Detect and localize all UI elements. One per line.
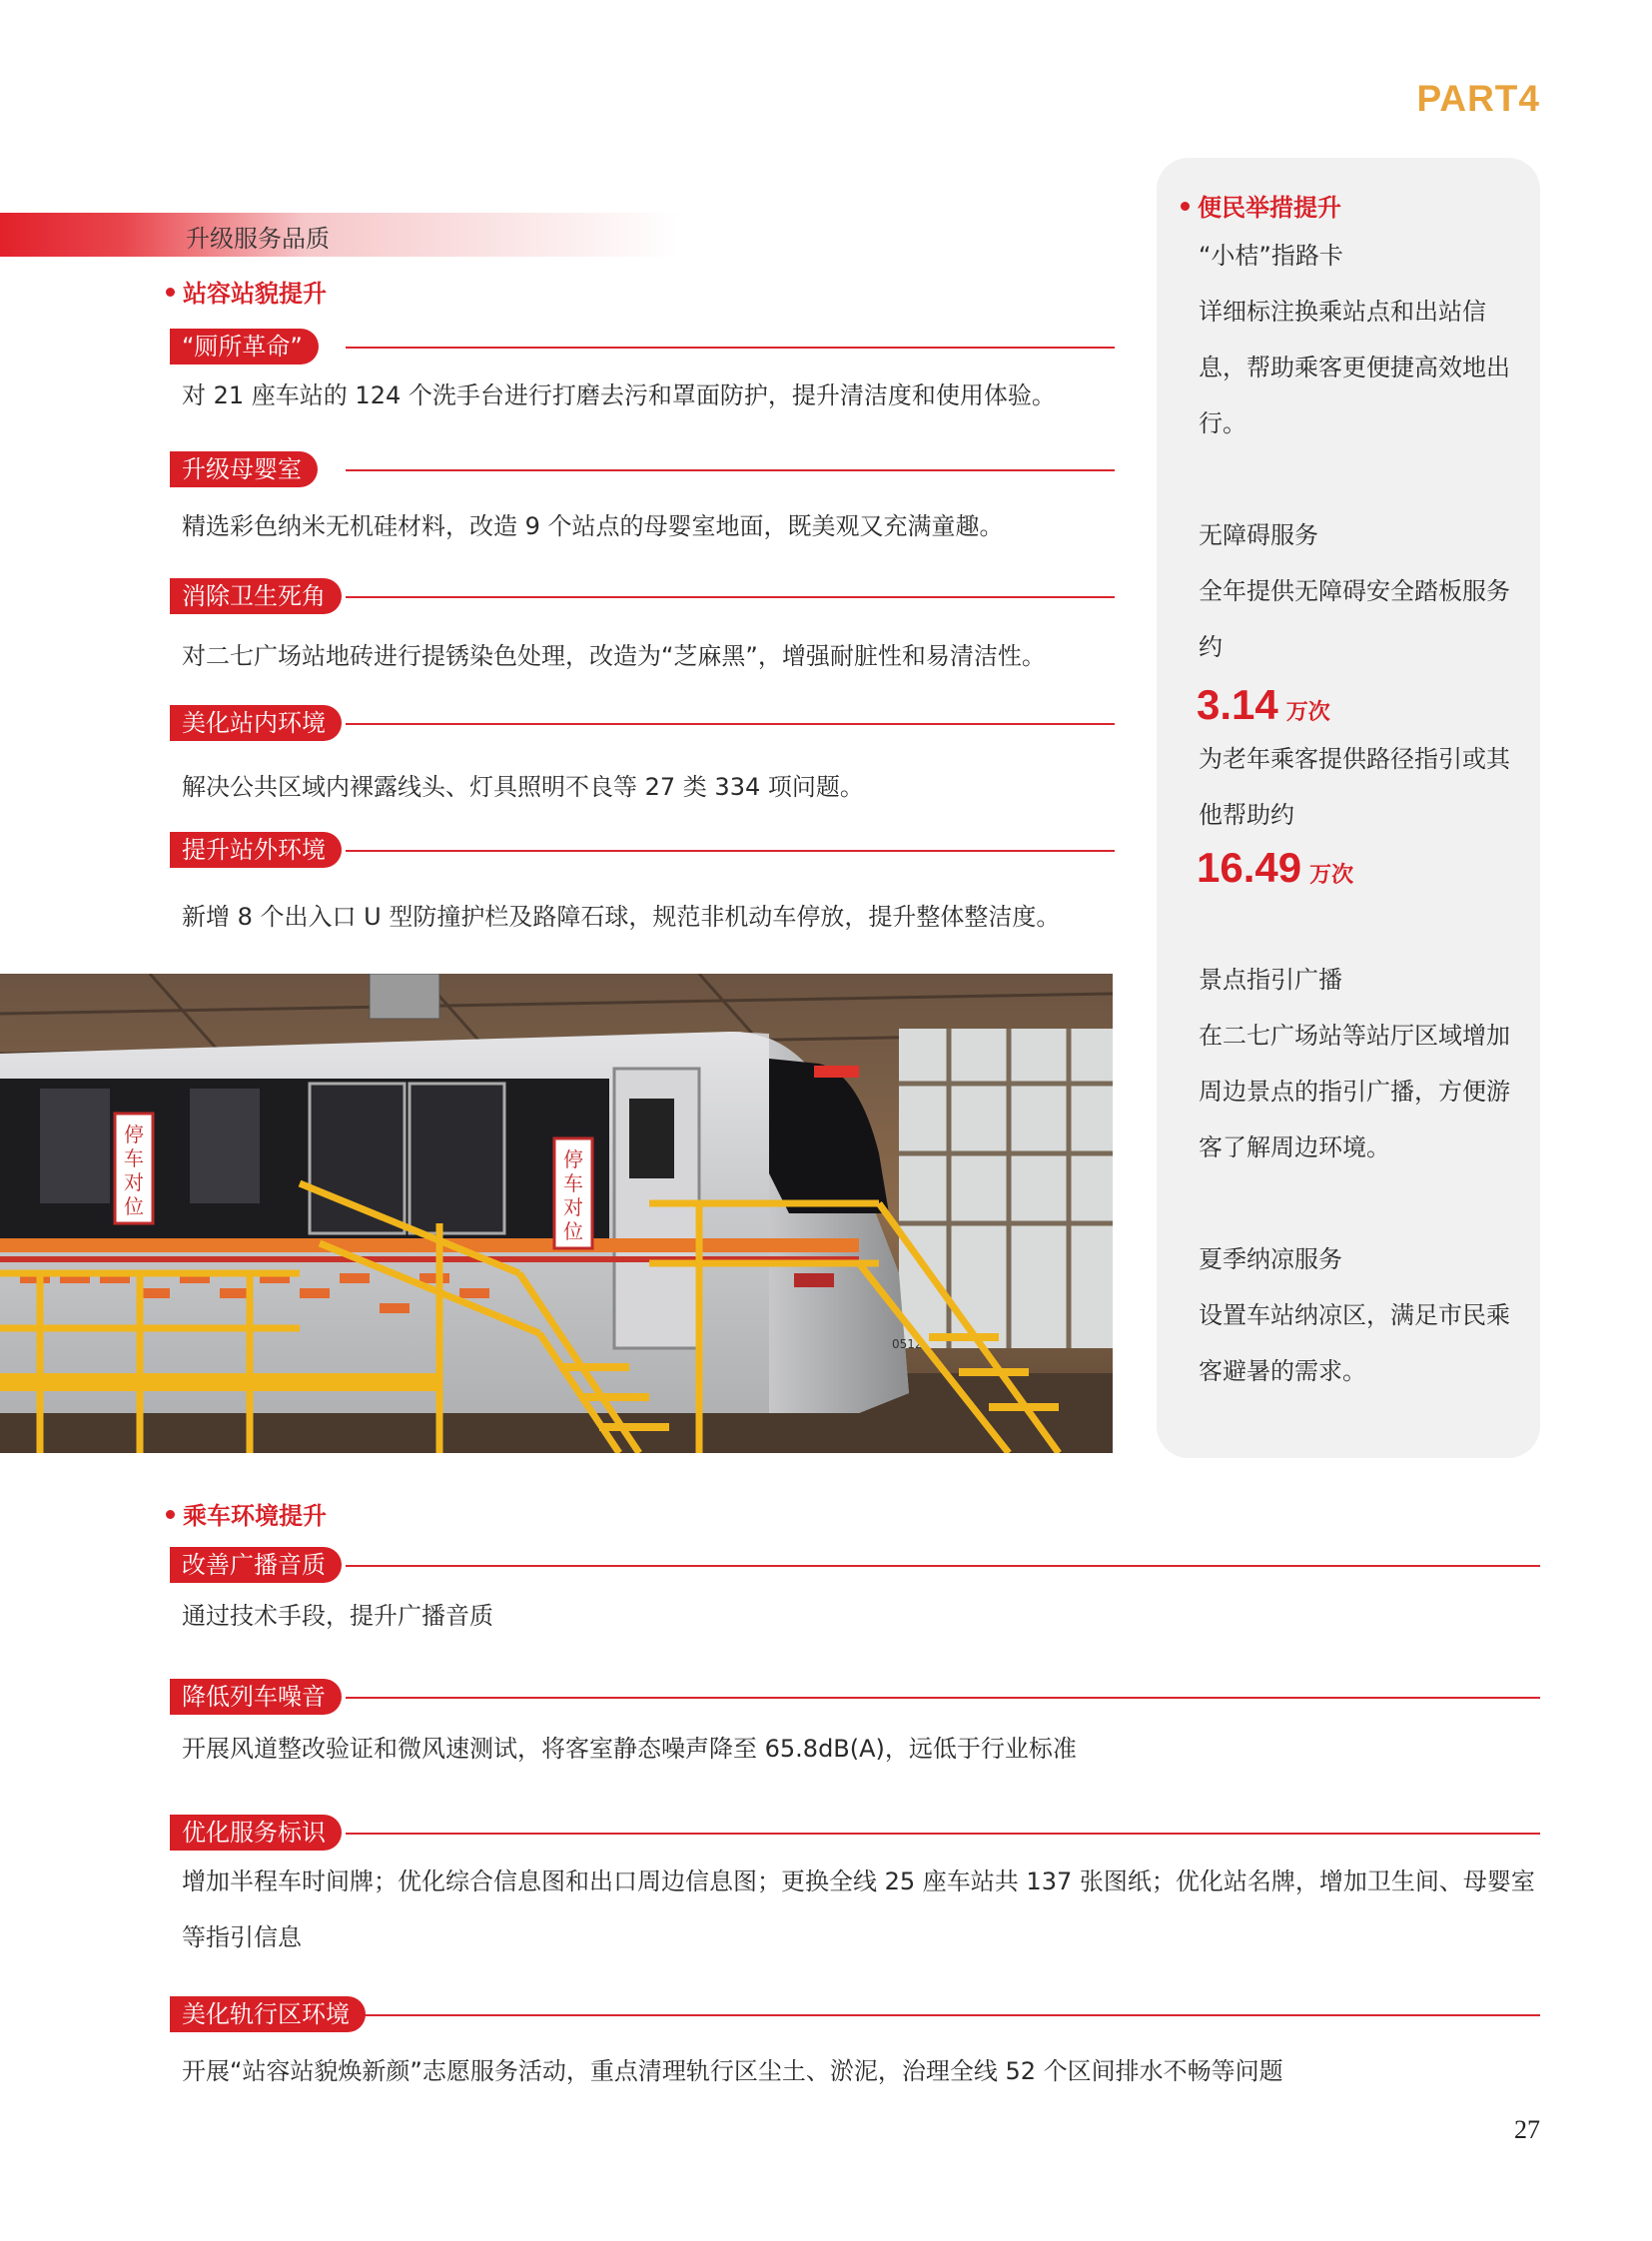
body-text: 新增 8 个出入口 U 型防撞护栏及路障石球，规范非机动车停放，提升整体整洁度。	[182, 903, 1061, 931]
card-text: 设置车站纳凉区，满足市民乘客避暑的需求。	[1199, 1301, 1510, 1385]
divider-line	[346, 347, 1115, 349]
stat-unit: 万次	[1309, 862, 1354, 887]
divider-line	[346, 723, 1115, 725]
body-text: 开展风道整改验证和微风速测试，将客室静态噪声降至 65.8dB(A)，远低于行业标准	[182, 1735, 1077, 1763]
body-text: 增加半程车时间牌；优化综合信息图和出口周边信息图；更换全线 25 座车站共 137 张图纸；优化站名牌，增加卫生间、母婴室等指引信息	[182, 1868, 1535, 1951]
stat-value: 3.14 万次	[1197, 681, 1330, 728]
tag-label: 提升站外环境	[170, 832, 342, 868]
tag-row	[170, 578, 1115, 614]
bullet-dot	[166, 288, 175, 297]
tag-label: 降低列车噪音	[170, 1679, 342, 1715]
tag-label: “厕所革命”	[170, 329, 319, 365]
card-title: “小桔”指路卡	[1199, 242, 1343, 270]
tag-label: 消除卫生死角	[170, 578, 342, 614]
body-text: 开展“站容站貌焕新颜”志愿服务活动，重点清理轨行区尘土、淤泥，治理全线 52 个区间排水不畅等问题	[182, 2057, 1283, 2085]
body-text: 通过技术手段，提升广播音质	[182, 1602, 493, 1630]
body-text: 对 21 座车站的 124 个洗手台进行打磨去污和罩面防护，提升清洁度和使用体验。	[182, 381, 1056, 409]
section-title: 升级服务品质	[186, 225, 330, 253]
train-photo	[0, 974, 1113, 1453]
card-text: 在二七广场站等站厅区域增加周边景点的指引广播，方便游客了解周边环境。	[1199, 1022, 1510, 1161]
tag-row	[170, 329, 1115, 365]
tag-row	[170, 1679, 1540, 1715]
stat-value: 16.49 万次	[1197, 844, 1354, 891]
divider-line	[346, 469, 1115, 471]
divider-line	[346, 1697, 1540, 1699]
card-text: 详细标注换乘站点和出站信息，帮助乘客更便捷高效地出行。	[1199, 298, 1510, 437]
tag-row	[170, 1996, 1540, 2032]
sign-right: 停车对位	[563, 1147, 583, 1243]
bullet-dot	[166, 1510, 175, 1519]
tag-row	[170, 1815, 1540, 1851]
tag-row	[170, 705, 1115, 741]
divider-line	[346, 2014, 1540, 2016]
card-text: 全年提供无障碍安全踏板服务约	[1199, 577, 1510, 661]
tag-row	[170, 451, 1115, 487]
card-title: 景点指引广播	[1199, 966, 1342, 994]
tag-label: 优化服务标识	[170, 1815, 342, 1851]
sign-left: 停车对位	[124, 1122, 144, 1218]
page-number: 27	[1514, 2115, 1540, 2144]
card-title: 夏季纳凉服务	[1199, 1245, 1342, 1273]
divider-line	[346, 1565, 1540, 1567]
bullet-dot	[1181, 202, 1190, 211]
stat-unit: 万次	[1285, 699, 1330, 724]
divider-line	[346, 596, 1115, 598]
convenience-heading: 便民举措提升	[1181, 188, 1341, 223]
part-label: PART4	[1416, 78, 1540, 119]
body-text: 解决公共区域内裸露线头、灯具照明不良等 27 类 334 项问题。	[182, 773, 864, 801]
tag-label: 改善广播音质	[170, 1547, 342, 1583]
divider-line	[346, 850, 1115, 852]
tag-label: 升级母婴室	[170, 451, 318, 487]
tag-row	[170, 832, 1115, 868]
ride-heading: 乘车环境提升	[166, 1496, 327, 1531]
tag-row	[170, 1547, 1540, 1583]
card-text: 为老年乘客提供路径指引或其他帮助约	[1199, 745, 1510, 829]
tag-label: 美化轨行区环境	[170, 1996, 366, 2032]
train-number: 0512	[892, 1337, 923, 1351]
divider-line	[346, 1833, 1540, 1835]
train-illustration	[0, 974, 1113, 1453]
body-text: 精选彩色纳米无机硅材料，改造 9 个站点的母婴室地面，既美观又充满童趣。	[182, 512, 1004, 540]
card-title: 无障碍服务	[1199, 521, 1318, 549]
tag-label: 美化站内环境	[170, 705, 342, 741]
body-text: 对二七广场站地砖进行提锈染色处理，改造为“芝麻黑”，增强耐脏性和易清洁性。	[182, 642, 1046, 670]
section-band	[0, 213, 679, 257]
station-heading: 站容站貌提升	[166, 274, 327, 309]
